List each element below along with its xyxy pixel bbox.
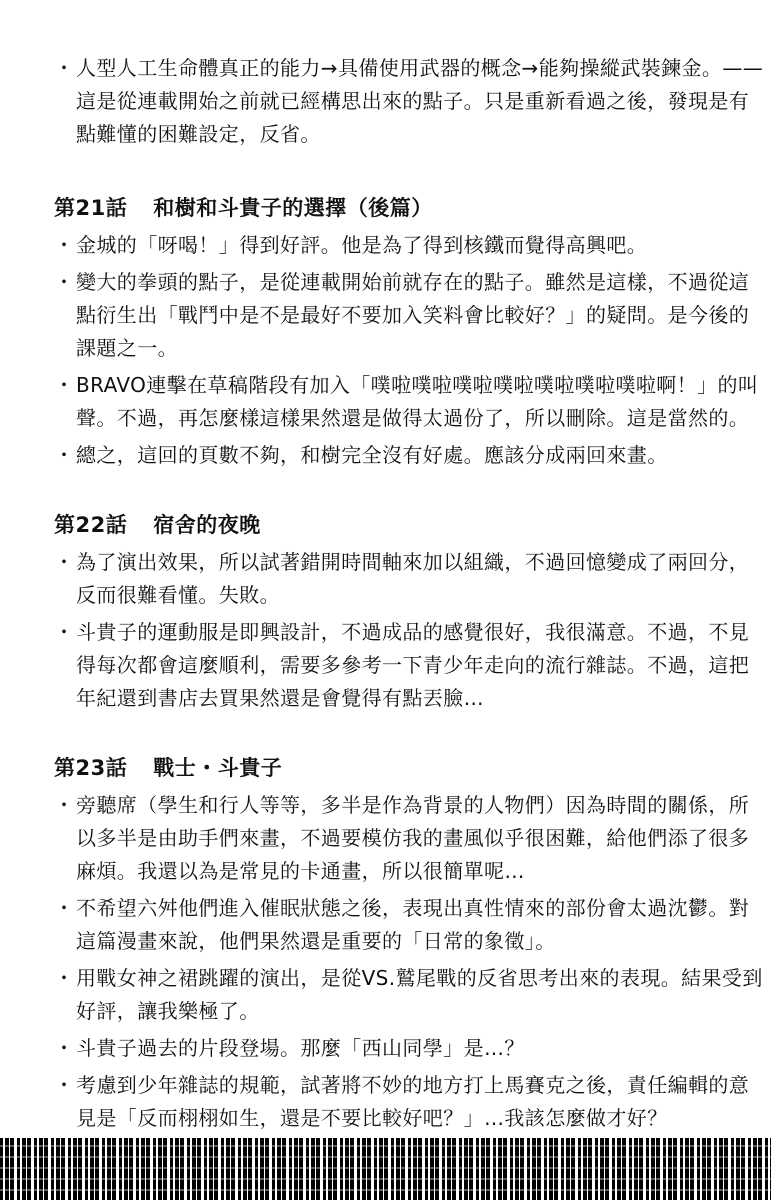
decorative-barcode-strip: [0, 1138, 771, 1200]
item-text: 不希望六舛他們進入催眠狀態之後，表現出真性情來的部份會太過沈鬱。對這篇漫畫來說，他們果然還是重要的「日常的象徵」。: [76, 896, 750, 953]
intro-list: [54, 52, 766, 151]
item-text: 用戰女神之裙跳躍的演出，是從VS.鷲尾戰的反省思考出來的表現。結果受到好評，讓我樂極了。: [76, 966, 763, 1023]
item-text: 斗貴子的運動服是即興設計，不過成品的感覺很好，我很滿意。不過，不見得每次都會這麼順利，需要多參考一下青少年走向的流行雜誌。不過，這把年紀還到書店去買果然還是會覺得有點丟臉…: [76, 620, 750, 710]
list-item: [54, 439, 766, 472]
bullet: ・: [54, 1036, 75, 1060]
bullet: ・: [54, 550, 75, 574]
document-page: [54, 52, 766, 1171]
section-23: [54, 751, 766, 1135]
bullet: ・: [54, 443, 75, 467]
item-text: 變大的拳頭的點子，是從連載開始前就存在的點子。雖然是這樣，不過從這點衍生出「戰鬥中是不是最好不要加入笑料會比較好？」的疑問。是今後的課題之一。: [76, 270, 750, 360]
item-text: 金城的「呀喝！」得到好評。他是為了得到核鐵而覺得高興吧。: [76, 233, 648, 257]
list-item: [54, 369, 766, 435]
bullet: ・: [54, 896, 75, 920]
item-text: 斗貴子過去的片段登場。那麼「西山同學」是…？: [76, 1036, 525, 1060]
episode-title: 戰士・斗貴子: [153, 756, 283, 780]
item-text: 旁聽席（學生和行人等等，多半是作為背景的人物們）因為時間的關係，所以多半是由助手們來畫，不過要模仿我的畫風似乎很困難，給他們添了很多麻煩。我還以為是常見的卡通畫，所以很簡單呢…: [76, 793, 750, 883]
episode-number: 第23話: [54, 756, 128, 780]
list-item: [54, 52, 766, 151]
list-item: [54, 962, 766, 1028]
notes-list: [54, 546, 766, 715]
item-text: BRAVO連擊在草稿階段有加入「噗啦噗啦噗啦噗啦噗啦噗啦噗啦啊！」的叫聲。不過，再怎麼樣這樣果然還是做得太過份了，所以刪除。這是當然的。: [76, 373, 759, 430]
item-text: 為了演出效果，所以試著錯開時間軸來加以組織，不過回憶變成了兩回分，反而很難看懂。失敗。: [76, 550, 750, 607]
list-item: [54, 616, 766, 715]
list-item: [54, 546, 766, 612]
bullet: ・: [54, 793, 75, 817]
section-heading: [54, 508, 766, 542]
notes-list: [54, 789, 766, 1135]
episode-number: 第21話: [54, 196, 128, 220]
item-text: 考慮到少年雜誌的規範，試著將不妙的地方打上馬賽克之後，責任編輯的意見是「反而栩栩如生，還是不要比較好吧？」…我該怎麼做才好？: [76, 1073, 750, 1130]
section-heading: [54, 751, 766, 785]
item-text: 總之，這回的頁數不夠，和樹完全沒有好處。應該分成兩回來畫。: [76, 443, 668, 467]
section-22: [54, 508, 766, 715]
section-21: [54, 191, 766, 472]
bullet: ・: [54, 1073, 75, 1097]
bullet: ・: [54, 966, 75, 990]
list-item: [54, 229, 766, 262]
item-text: 人型人工生命體真正的能力→具備使用武器的概念→能夠操縱武裝鍊金。——這是從連載開始之前就已經構思出來的點子。只是重新看過之後，發現是有點難懂的困難設定，反省。: [76, 56, 764, 146]
list-item: [54, 266, 766, 365]
notes-list: [54, 229, 766, 472]
bullet: ・: [54, 373, 75, 397]
bullet: ・: [54, 56, 75, 80]
section-heading: [54, 191, 766, 225]
bullet: ・: [54, 233, 75, 257]
bullet: ・: [54, 270, 75, 294]
list-item: [54, 1032, 766, 1065]
episode-title: 宿舍的夜晚: [153, 513, 261, 537]
list-item: [54, 789, 766, 888]
episode-title: 和樹和斗貴子的選擇（後篇）: [153, 196, 433, 220]
list-item: [54, 1069, 766, 1135]
intro-notes: [54, 52, 766, 151]
episode-number: 第22話: [54, 513, 128, 537]
list-item: [54, 892, 766, 958]
bullet: ・: [54, 620, 75, 644]
